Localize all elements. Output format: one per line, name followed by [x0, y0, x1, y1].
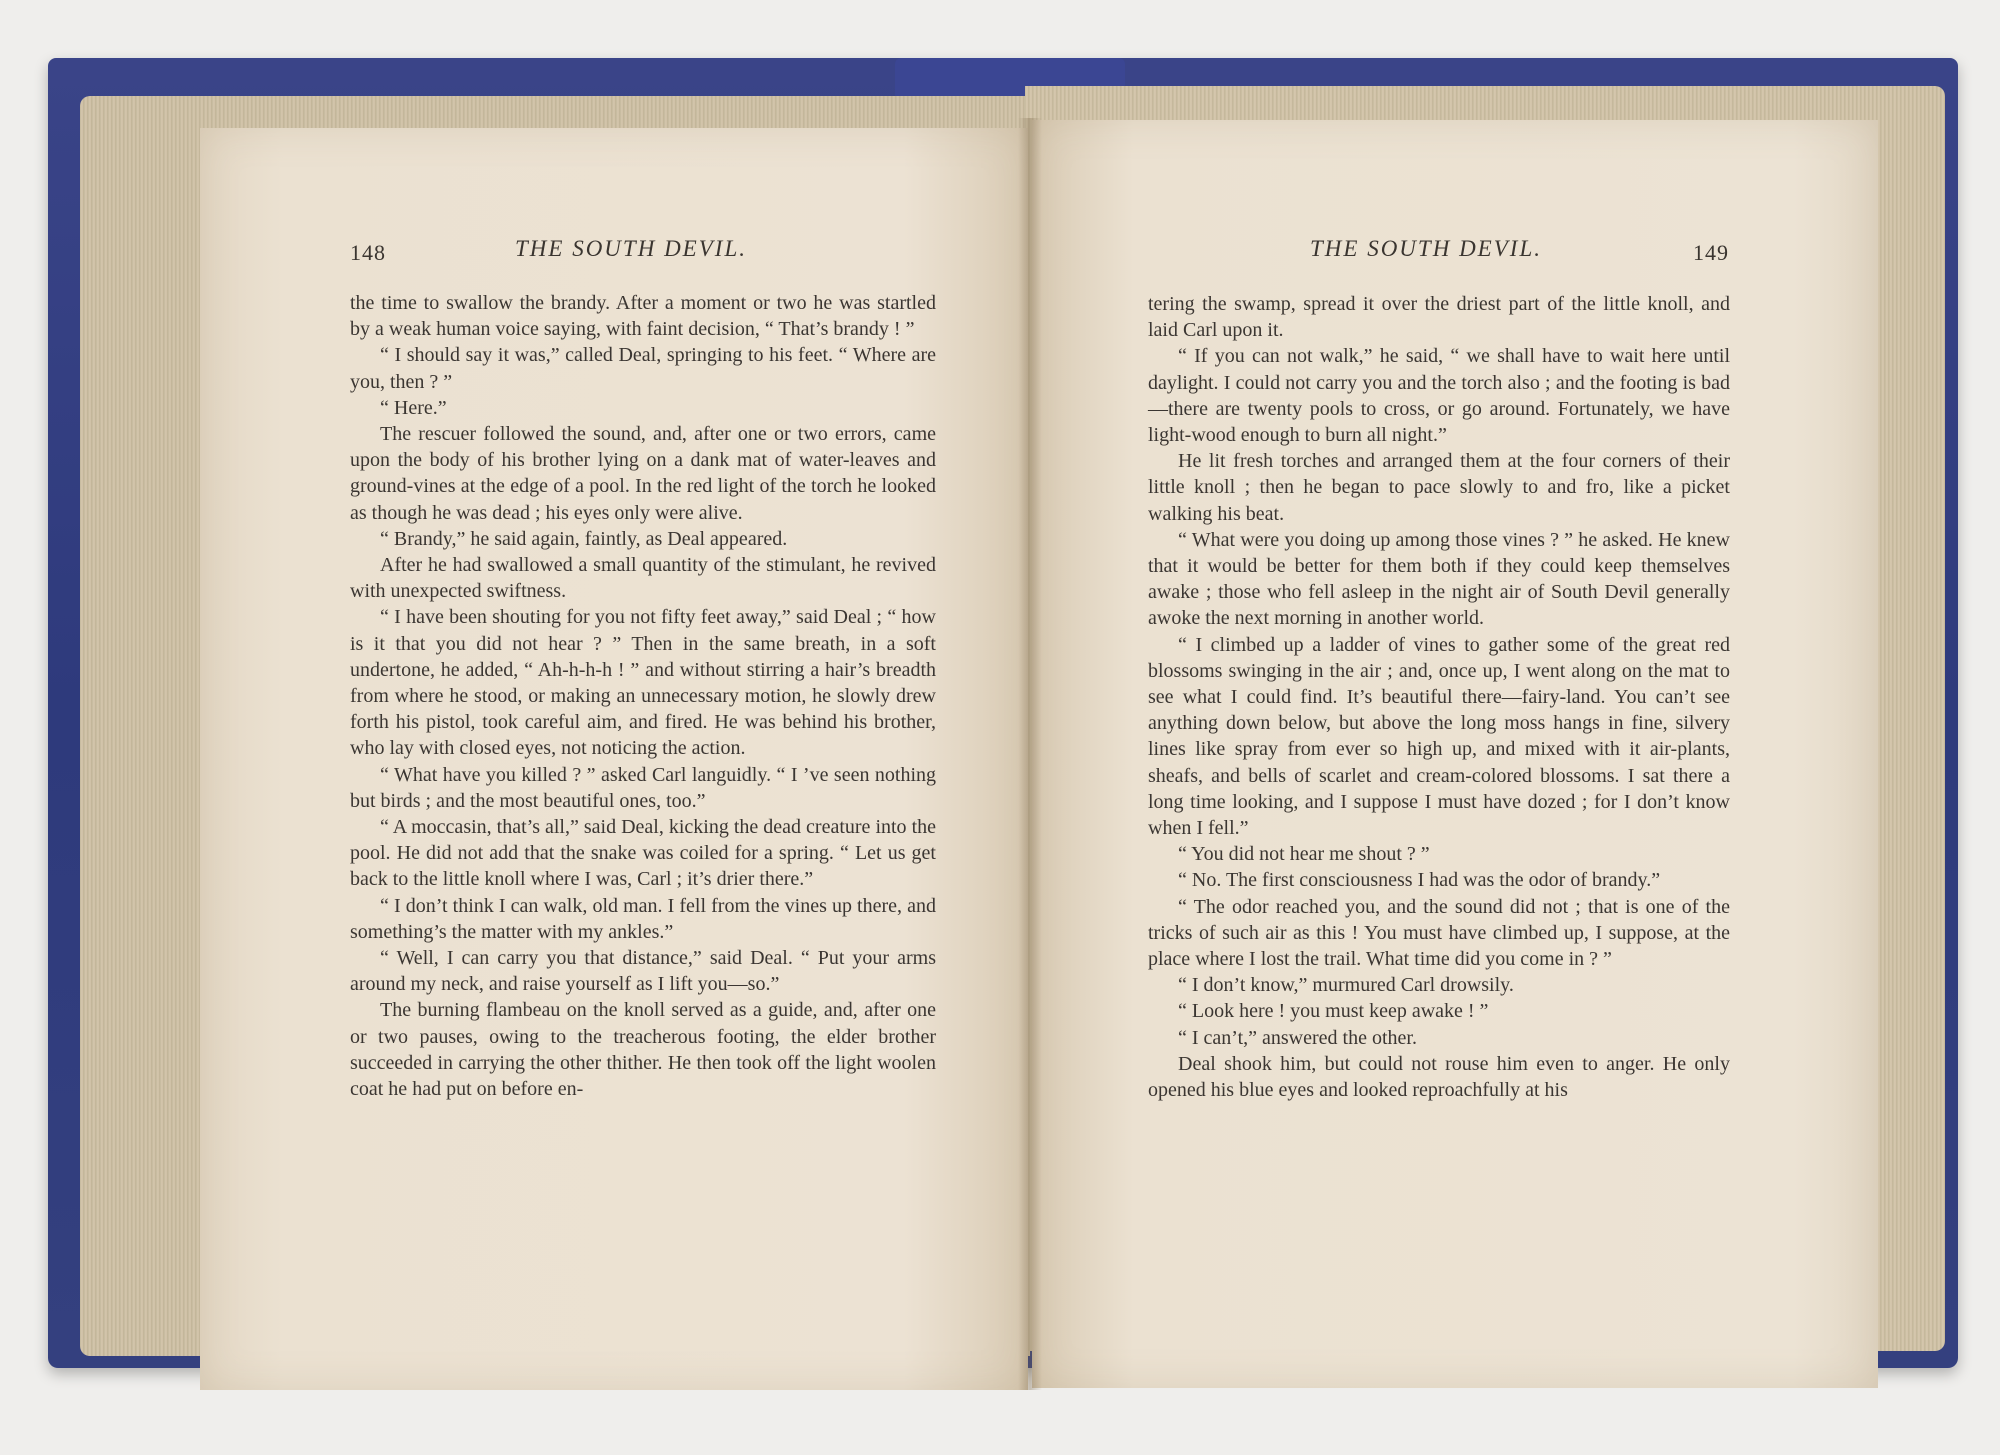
paragraph: After he had swallowed a small quantity of the stimulant, he revived with unexpected swiftness. — [350, 554, 936, 603]
left-page-header — [350, 236, 950, 270]
paragraph: The rescuer followed the sound, and, after one or two errors, came upon the body of his brother lying on a dank mat of water-leaves and ground-vines at the edge of a pool. In the red light of the torch he looked as though he was dead ; his eyes only were alive. — [350, 423, 936, 524]
paragraph: “ What have you killed ? ” asked Carl languidly. “ I ’ve seen nothing but birds ; and the most beautiful ones, too.” — [350, 763, 936, 812]
paragraph: “ Brandy,” he said again, faintly, as Deal appeared. — [380, 527, 788, 550]
book-gutter — [1018, 118, 1042, 1390]
paragraph: “ Look here ! you must keep awake ! ” — [1178, 1000, 1489, 1023]
paragraph: “ Well, I can carry you that distance,” said Deal. “ Put your arms around my neck, and raise yourself as I lift you—so.” — [350, 947, 936, 996]
right-page-text — [1148, 291, 1730, 1103]
paragraph: The burning flambeau on the knoll served as a guide, and, after one or two pauses, owing to the treacherous footing, the elder brother succeeded in carrying the other thither. He then took off the light woolen coat he had put on before en- — [350, 999, 936, 1101]
paragraph: “ If you can not walk,” he said, “ we shall have to wait here until daylight. I could not carry you and the torch also ; and the footing is bad—there are twenty pools to cross, or go around. Fortunately, we have light-wood enough to burn all night.” — [1148, 345, 1730, 447]
right-running-head: THE SOUTH DEVIL. — [1310, 236, 1542, 261]
paragraph: “ I don’t think I can walk, old man. I fell from the vines up there, and something’s the matter with my ankles.” — [350, 894, 936, 943]
paragraph: He lit fresh torches and arranged them at the four corners of their little knoll ; then he began to pace slowly to and fro, like a picket walking his beat. — [1148, 450, 1730, 525]
paragraph: tering the swamp, spread it over the driest part of the little knoll, and laid Carl upon it. — [1148, 293, 1730, 342]
paragraph: “ I don’t know,” murmured Carl drowsily. — [1178, 974, 1514, 997]
right-page-number: 149 — [1693, 240, 1729, 265]
paragraph: Deal shook him, but could not rouse him even to anger. He only opened his blue eyes and looked reproachfully at his — [1148, 1052, 1730, 1102]
paragraph: “ I climbed up a ladder of vines to gather some of the great red blossoms swinging in the air ; and, once up, I went along on the mat to see what I could find. It’s beautiful there—fairy-land. You can’t see anything down below, but above the long moss hangs in fine, silvery lines like spray from ever so high up, and mixed with it air-plants, sheafs, and bells of scarlet and cream-colored blossoms. I sat there a long time looking, and I suppose I must have dozed ; for I don’t know when I fell.” — [1148, 633, 1730, 840]
left-running-head: THE SOUTH DEVIL. — [515, 236, 747, 261]
paragraph: “ I have been shouting for you not fifty feet away,” said Deal ; “ how is it that you did not hear ? ” Then in the same breath, in a soft undertone, he added, “ Ah-h-h-h ! ” and without stirring a hair’s breadth from where he stood, or making an unnecessary motion, he slowly drew forth his pistol, took careful aim, and fired. He was behind his brother, who lay with closed eyes, not noticing the action. — [350, 606, 936, 760]
paragraph: “ The odor reached you, and the sound did not ; that is one of the tricks of such air as this ! You must have climbed up, I suppose, at the place where I lost the trail. What time did you come in ? ” — [1148, 895, 1730, 971]
left-page-number: 148 — [350, 240, 386, 265]
paragraph: “ I should say it was,” called Deal, springing to his feet. “ Where are you, then ? ” — [350, 344, 936, 393]
paragraph: “ Here.” — [380, 396, 447, 419]
paragraph: the time to swallow the brandy. After a moment or two he was startled by a weak human voice saying, with faint decision, “ That’s brandy ! ” — [350, 292, 936, 341]
paragraph: “ What were you doing up among those vines ? ” he asked. He knew that it would be better for them both if they could keep themselves awake ; those who fell asleep in the night air of South Devil generally awoke the next morning in another world. — [1148, 528, 1730, 630]
paragraph: “ I can’t,” answered the other. — [1178, 1026, 1417, 1049]
paragraph: “ You did not hear me shout ? ” — [1178, 843, 1430, 866]
paragraph: “ No. The first consciousness I had was the odor of brandy.” — [1178, 869, 1661, 892]
left-page-text — [350, 290, 936, 1102]
paragraph: “ A moccasin, that’s all,” said Deal, kicking the dead creature into the pool. He did not add that the snake was coiled for a spring. “ Let us get back to the little knoll where I was, Carl ; it’s drier there.” — [350, 816, 936, 891]
right-page-header — [1310, 236, 1770, 270]
